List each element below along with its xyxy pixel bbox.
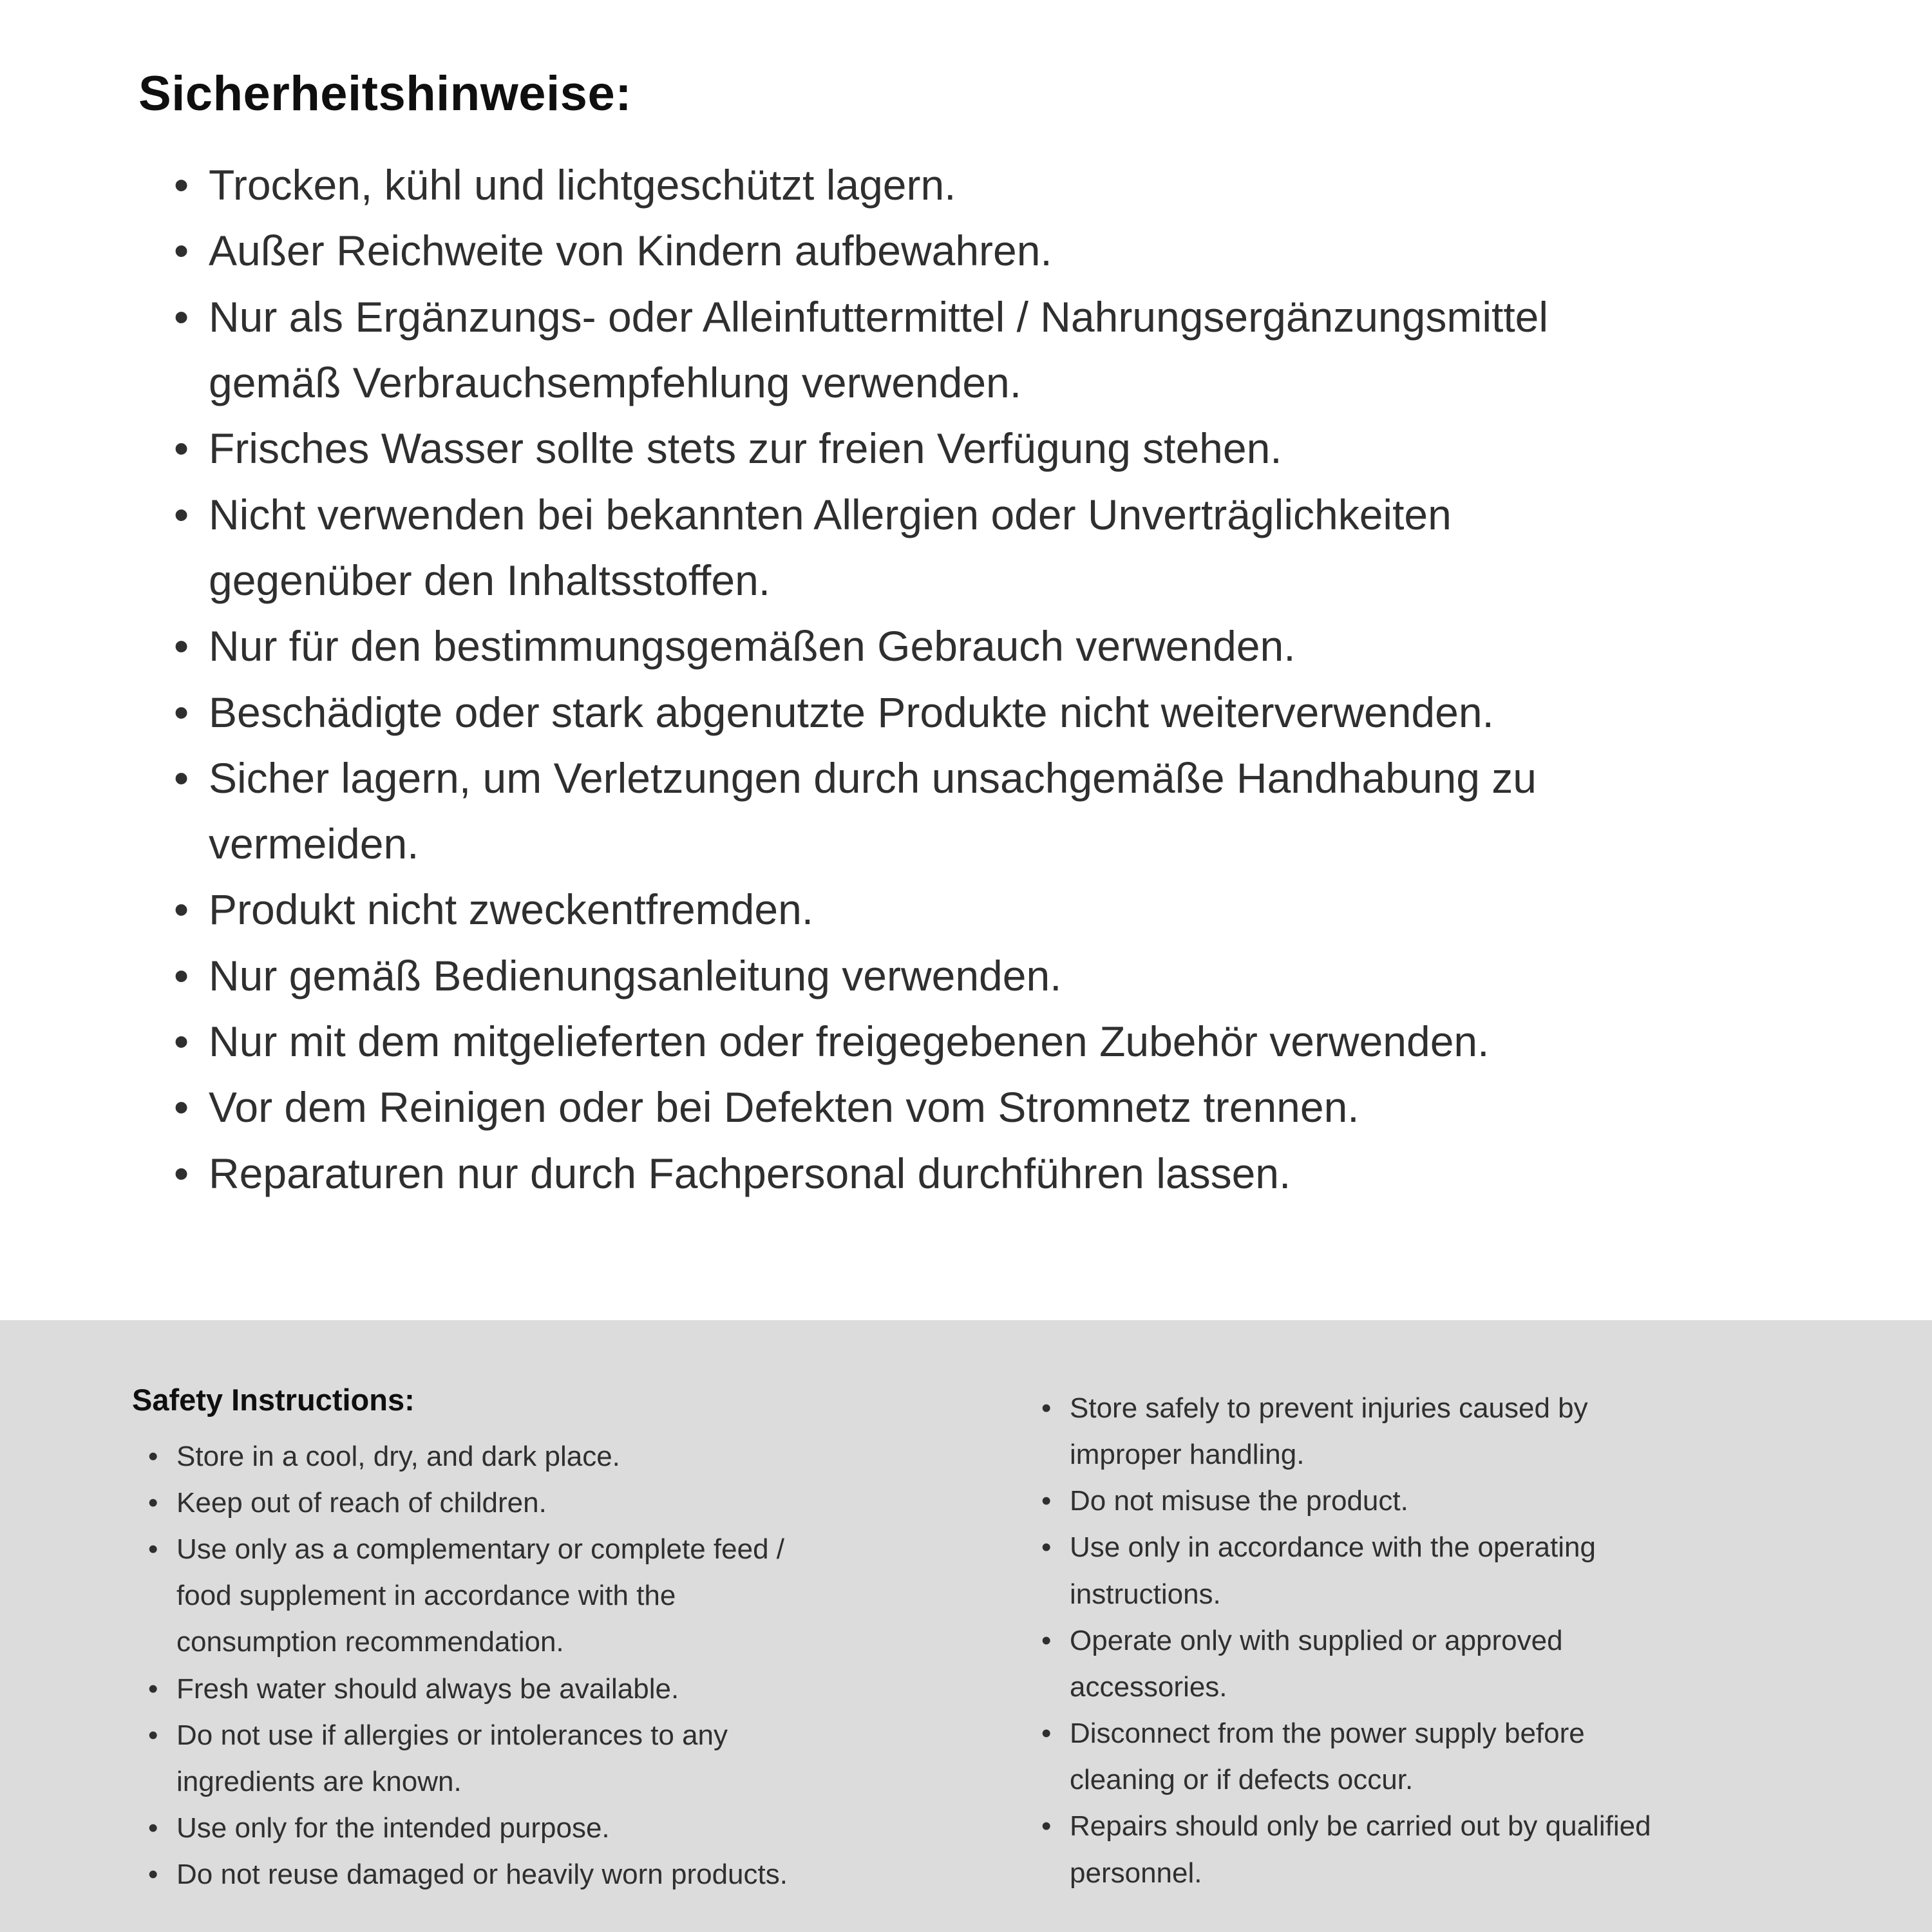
bullet-marker: • [174, 1018, 189, 1066]
list-item [174, 876, 1625, 942]
english-section-title: Safety Instructions: [132, 1383, 415, 1417]
list-item [174, 482, 1625, 614]
bullet-marker: • [1041, 1810, 1052, 1842]
list-item-text: Use only as a complementary or complete feed / food supplement in accordance with the consumption recommendation. [176, 1533, 785, 1658]
bullet-marker: • [1041, 1624, 1052, 1656]
bullet-marker: • [1041, 1718, 1052, 1750]
list-item-text: Frisches Wasser sollte stets zur freien Verfügung stehen. [209, 424, 1282, 473]
list-item [1041, 1618, 1685, 1710]
list-item-text: Store safely to prevent injuries caused by improper handling. [1070, 1392, 1588, 1471]
list-item [174, 1141, 1625, 1206]
list-item-text: Use only in accordance with the operating instructions. [1070, 1531, 1596, 1610]
list-item-text: Do not reuse damaged or heavily worn products. [176, 1859, 788, 1891]
list-item [148, 1526, 821, 1665]
list-item [148, 1480, 821, 1526]
list-item [1041, 1803, 1685, 1896]
english-safety-section [0, 1320, 1932, 1932]
list-item-text: Trocken, kühl und lichtgeschützt lagern. [209, 161, 956, 209]
list-item-text: Nur mit dem mitgelieferten oder freigegebenen Zubehör verwenden. [209, 1018, 1490, 1066]
list-item-text: Disconnect from the power supply before cleaning or if defects occur. [1070, 1718, 1585, 1796]
bullet-marker: • [148, 1719, 158, 1751]
bullet-marker: • [174, 886, 189, 934]
bullet-marker: • [148, 1440, 158, 1472]
list-item [174, 1009, 1625, 1074]
bullet-marker: • [174, 1149, 189, 1197]
bullet-marker: • [1041, 1531, 1052, 1564]
list-item [148, 1434, 821, 1480]
list-item [174, 284, 1625, 416]
list-item-text: Reparaturen nur durch Fachpersonal durchführen lassen. [209, 1149, 1291, 1197]
list-item-text: Do not use if allergies or intolerances to any ingredients are known. [176, 1719, 728, 1797]
list-item [148, 1852, 821, 1898]
list-item [174, 1074, 1625, 1140]
bullet-marker: • [148, 1859, 158, 1891]
list-item [174, 613, 1625, 679]
list-item-text: Repairs should only be carried out by qualified personnel. [1070, 1810, 1651, 1889]
bullet-marker: • [174, 161, 189, 209]
list-item-text: Vor dem Reinigen oder bei Defekten vom Stromnetz trennen. [209, 1083, 1359, 1132]
english-safety-list-left [148, 1434, 821, 1899]
list-item [1041, 1710, 1685, 1803]
bullet-marker: • [174, 622, 189, 670]
bullet-marker: • [174, 424, 189, 473]
list-item [174, 943, 1625, 1009]
list-item-text: Do not misuse the product. [1070, 1485, 1408, 1517]
list-item [148, 1666, 821, 1712]
list-item [1041, 1524, 1685, 1617]
english-left-column [132, 1381, 821, 1932]
list-item-text: Fresh water should always be available. [176, 1672, 679, 1705]
list-item-text: Nur gemäß Bedienungsanleitung verwenden. [209, 951, 1062, 999]
list-item-text: Beschädigte oder stark abgenutzte Produkte nicht weiterverwenden. [209, 688, 1494, 736]
list-item-text: Sicher lagern, um Verletzungen durch unsachgemäße Handhabung zu vermeiden. [209, 753, 1537, 868]
list-item-text: Produkt nicht zweckentfremden. [209, 886, 814, 934]
list-item [174, 218, 1625, 283]
bullet-marker: • [174, 490, 189, 538]
bullet-marker: • [148, 1533, 158, 1566]
list-item-text: Außer Reichweite von Kindern aufbewahren. [209, 227, 1052, 275]
list-item-text: Use only for the intended purpose. [176, 1812, 610, 1844]
list-item-text: Nur als Ergänzungs- oder Alleinfuttermittel / Nahrungsergänzungsmittel gemäß Verbrauchsempfehlung verwenden. [209, 292, 1549, 407]
list-item [174, 679, 1625, 745]
list-item [1041, 1478, 1685, 1524]
bullet-marker: • [174, 753, 189, 802]
list-item-text: Operate only with supplied or approved accessories. [1070, 1624, 1563, 1703]
list-item [1041, 1385, 1685, 1478]
english-safety-list-right [1041, 1385, 1685, 1897]
list-item [174, 415, 1625, 481]
list-item [148, 1712, 821, 1805]
german-safety-list [174, 152, 1625, 1206]
bullet-marker: • [1041, 1485, 1052, 1517]
bullet-marker: • [148, 1486, 158, 1519]
bullet-marker: • [148, 1672, 158, 1705]
bullet-marker: • [174, 951, 189, 999]
bullet-marker: • [174, 1083, 189, 1132]
list-item-text: Keep out of reach of children. [176, 1486, 547, 1519]
bullet-marker: • [174, 292, 189, 341]
list-item [174, 745, 1625, 877]
bullet-marker: • [1041, 1392, 1052, 1424]
list-item [148, 1805, 821, 1852]
list-item [174, 152, 1625, 218]
list-item-text: Nur für den bestimmungsgemäßen Gebrauch verwenden. [209, 622, 1296, 670]
bullet-marker: • [174, 227, 189, 275]
list-item-text: Store in a cool, dry, and dark place. [176, 1440, 620, 1472]
german-section-title: Sicherheitshinweise: [138, 66, 632, 121]
list-item-text: Nicht verwenden bei bekannten Allergien oder Unverträglichkeiten gegenüber den Inhaltsstoffen. [209, 490, 1452, 604]
english-right-column [1041, 1381, 1685, 1932]
bullet-marker: • [174, 688, 189, 736]
bullet-marker: • [148, 1812, 158, 1844]
